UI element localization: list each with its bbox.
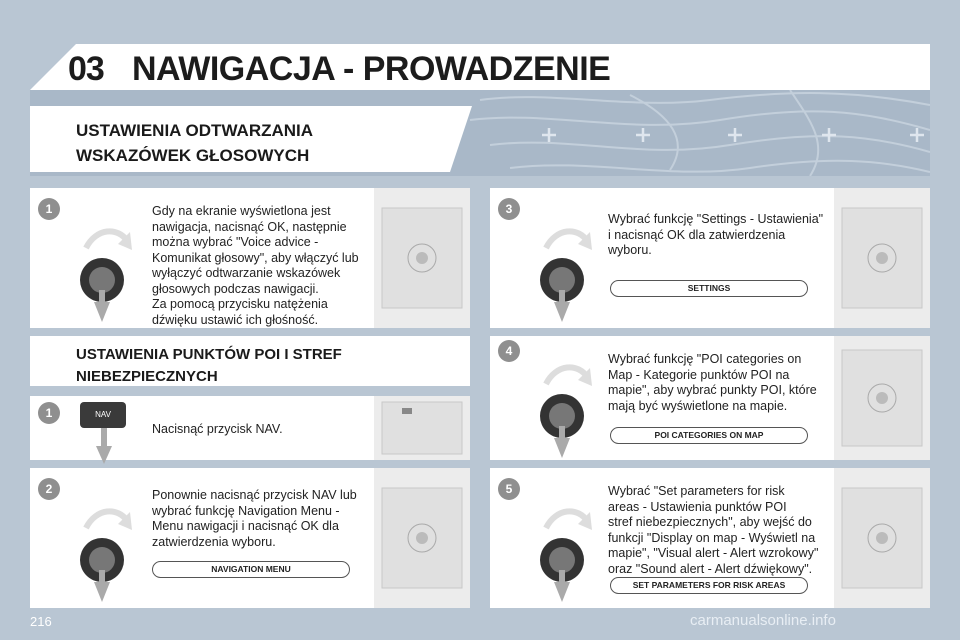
step-text: Nacisnąć przycisk NAV. (152, 422, 283, 436)
step-number-badge: 1 (38, 198, 60, 220)
radio-unit-illustration (834, 336, 930, 460)
radio-unit-illustration (834, 188, 930, 328)
step-text: Gdy na ekranie wyświetlona jest nawigacja, nacisnąć OK, następnie można wybrać "Voice advice - Komunikat głosowy", aby włączyć lub wyłączyć odtwarzanie wskazówek głosowych podczas nawigacji. Za pomocą przycisku natężenia dźwięku ustawić ich głośność. (152, 204, 359, 327)
rotary-knob-icon (532, 502, 596, 606)
menu-option-risk-areas: SET PARAMETERS FOR RISK AREAS (610, 577, 808, 594)
radio-unit-illustration (374, 188, 470, 328)
chapter-number: 03 (68, 50, 104, 88)
radio-unit-illustration (374, 396, 470, 460)
step-text: Ponownie nacisnąć przycisk NAV lub wybrać funkcję Navigation Menu - Menu nawigacji i nacisnąć OK dla zatwierdzenia wyboru. (152, 488, 357, 549)
watermark: carmanualsonline.info (690, 612, 836, 629)
step-text: Wybrać funkcję "POI categories on Map - Kategorie punktów POI na mapie", aby wybrać punkty POI, które mają być wyświetlone na mapie. (608, 352, 817, 413)
nav-key-icon: NAV (80, 402, 126, 428)
step-number-badge: 4 (498, 340, 520, 362)
menu-option-poi-categories: POI CATEGORIES ON MAP (610, 427, 808, 444)
step-number-badge: 3 (498, 198, 520, 220)
rotary-knob-icon (532, 222, 596, 326)
rotary-knob-icon (72, 222, 136, 326)
press-arrow-icon (95, 428, 113, 464)
section-voice-title: USTAWIENIA ODTWARZANIA WSKAZÓWEK GŁOSOWYCH (76, 121, 314, 165)
rotary-knob-icon (532, 358, 596, 462)
step-number-badge: 5 (498, 478, 520, 500)
page-number: 216 (30, 614, 52, 629)
radio-unit-illustration (374, 468, 470, 608)
rotary-knob-icon (72, 502, 136, 606)
page-title: NAWIGACJA - PROWADZENIE (132, 50, 611, 88)
radio-unit-illustration (834, 468, 930, 608)
step-text: Wybrać funkcję "Settings - Ustawienia" i nacisnąć OK dla zatwierdzenia wyboru. (608, 212, 824, 257)
section-voice-corner (450, 106, 472, 172)
section-poi-title: USTAWIENIA PUNKTÓW POI I STREF NIEBEZPIECZNYCH (76, 346, 342, 385)
step-text: Wybrać "Set parameters for risk areas - Ustawienia punktów POI stref niebezpiecznych", aby wejść do funkcji "Display on map - Wyświetl na mapie", "Visual alert - Alert wzrokowy" oraz "Sound alert - Alert dźwiękowy". (608, 484, 819, 576)
menu-option-settings: SETTINGS (610, 280, 808, 297)
step-number-badge: 1 (38, 402, 60, 424)
menu-option-navigation-menu: NAVIGATION MENU (152, 561, 350, 578)
step-number-badge: 2 (38, 478, 60, 500)
